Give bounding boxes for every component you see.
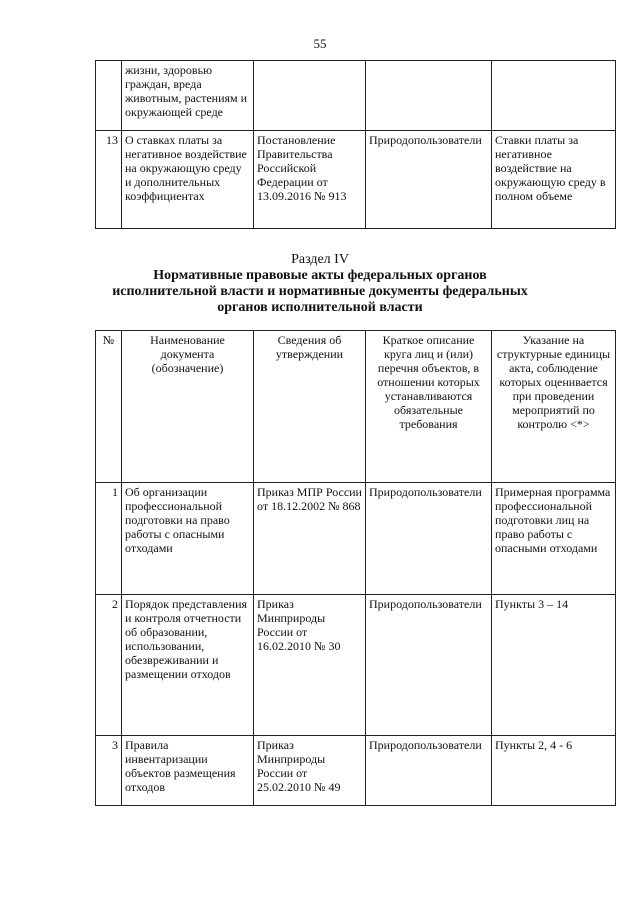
structural-units: Ставки платы за негативное воздействие на окружающую среду в полном объеме (492, 131, 616, 229)
page-number: 55 (313, 36, 327, 51)
header-persons: Краткое описание круга лиц и (или) перечня объектов, в отношении которых устанавливаются обязательные требования (366, 331, 492, 483)
persons-description: Природопользователи (366, 736, 492, 806)
row-number: 2 (96, 595, 122, 736)
persons-description (366, 61, 492, 131)
header-units: Указание на структурные единицы акта, соблюдение которых оценивается при проведении мероприятий по контролю <*> (492, 331, 616, 483)
continued-table (95, 60, 616, 229)
row-number: 3 (96, 736, 122, 806)
persons-description: Природопользователи (366, 595, 492, 736)
structural-units: Примерная программа профессиональной подготовки лиц на право работы с опасными отходами (492, 483, 616, 595)
structural-units: Пункты 2, 4 - 6 (492, 736, 616, 806)
section-title-line: органов исполнительной власти (217, 300, 423, 315)
approval-info (254, 61, 366, 131)
structural-units (492, 61, 616, 131)
section-heading: Раздел IV (291, 252, 349, 267)
acts-table (95, 330, 616, 806)
approval-info: Постановление Правительства Российской Федерации от 13.09.2016 № 913 (254, 131, 366, 229)
structural-units: Пункты 3 – 14 (492, 595, 616, 736)
row-number: 1 (96, 483, 122, 595)
approval-info: Приказ Минприроды России от 25.02.2010 № 49 (254, 736, 366, 806)
section-title (0, 268, 640, 316)
header-number: № (96, 331, 122, 483)
approval-info: Приказ МПР России от 18.12.2002 № 868 (254, 483, 366, 595)
header-name: Наименование документа (обозначение) (122, 331, 254, 483)
document-name: Порядок представления и контроля отчетности об образовании, использовании, обезвреживании и размещении отходов (122, 595, 254, 736)
document-name: Об организации профессиональной подготовки на право работы с опасными отходами (122, 483, 254, 595)
table-row (96, 61, 616, 131)
table-row (96, 483, 616, 595)
section-title-line: Нормативные правовые акты федеральных органов (153, 268, 487, 283)
table-row (96, 736, 616, 806)
document-name: Правила инвентаризации объектов размещения отходов (122, 736, 254, 806)
persons-description: Природопользователи (366, 131, 492, 229)
section-title-line: исполнительной власти и нормативные документы федеральных (112, 284, 528, 299)
approval-info: Приказ Минприроды России от 16.02.2010 № 30 (254, 595, 366, 736)
document-name: О ставках платы за негативное воздействие на окружающую среду и дополнительных коэффициентах (122, 131, 254, 229)
header-approval: Сведения об утверждении (254, 331, 366, 483)
table-row (96, 595, 616, 736)
table-header-row (96, 331, 616, 483)
persons-description: Природопользователи (366, 483, 492, 595)
row-number: 13 (96, 131, 122, 229)
row-number (96, 61, 122, 131)
document-name: жизни, здоровью граждан, вреда животным, растениям и окружающей среде (122, 61, 254, 131)
table-row (96, 131, 616, 229)
